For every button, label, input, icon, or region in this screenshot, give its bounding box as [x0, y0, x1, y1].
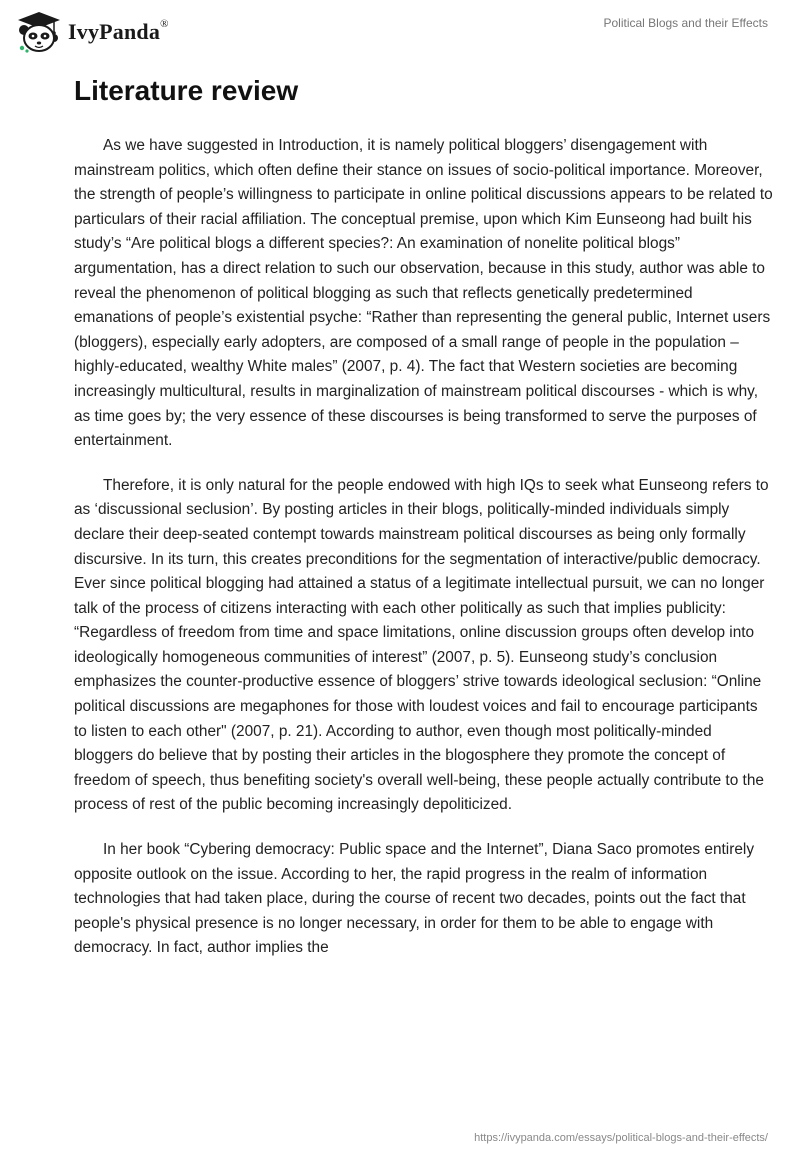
paragraph: In her book “Cybering democracy: Public space and the Internet”, Diana Saco promotes entirely opposite outlook on the issue. According to her, the rapid progress in the realm of information technologies that had taken place, during the course of recent two decades, points out the fact that people's physical presence is no longer necessary, in order for them to be able to engage with democracy. In fact, author implies the	[74, 841, 755, 957]
section-heading: Literature review	[74, 75, 299, 106]
page-header	[0, 0, 800, 60]
brand-name: IvyPanda®	[68, 17, 169, 44]
footer-url-link[interactable]: https://ivypanda.com/essays/political-blogs-and-their-effects/	[474, 1132, 768, 1144]
panda-graduate-icon	[14, 10, 64, 54]
paragraph: Therefore, it is only natural for the people endowed with high IQs to seek what Eunseong refers to as ‘discussional seclusion’. By posting articles in their blogs, politically-minded individuals simply declare their deep-seated contempt towards mainstream political discourses as being only formally discursive. In its turn, this creates preconditions for the segmentation of interactive/public democracy. Ever since political blogging had attained a status of a legitimate intellectual pursuit, we can no longer talk of the process of citizens interacting with each other politically as such that implies publicity: “Regardless of freedom from time and space limitations, online discussion groups often develop into ideologically homogeneous communities of interest” (2007, p. 5). Eunseong study’s conclusion emphasizes the counter-productive essence of bloggers’ strive towards ideological seclusion: “Online political discussions are megaphones for those with loudest voices and fail to encourage participants to listen to each other" (2007, p. 21). According to author, even though most politically-minded bloggers do believe that by posting their articles in the blogosphere they promote the concept of freedom of speech, thus benefiting society's overall well-being, these people actually contribute to the process of rest of the public becoming increasingly depoliticized.	[74, 476, 769, 814]
essay-content	[74, 74, 774, 961]
paragraph: As we have suggested in Introduction, it is namely political bloggers’ disengagement with mainstream politics, which often define their stance on issues of socio-political importance. Moreover, the strength of people’s willingness to participate in online political discussions appears to be related to particulars of their racial affiliation. The conceptual premise, upon which Kim Eunseong had built his study’s “Are political blogs a different species?: An examination of nonelite political blogs” argumentation, has a direct relation to such our observation, because in this study, author was able to reveal the phenomenon of political blogging as such that reflects genetically predetermined emanations of people’s existential psyche: “Rather than representing the general public, Internet users (bloggers), especially early adopters, are composed of a small range of people in the population – highly-educated, wealthy White males” (2007, p. 4). The fact that Western societies are becoming increasingly multicultural, results in marginalization of mainstream political discourses - which is why, as time goes by; the very essence of these discourses is being transformed to serve the purposes of entertainment.	[74, 137, 773, 450]
running-title: Political Blogs and their Effects	[603, 16, 768, 30]
brand-logo[interactable]	[14, 10, 169, 54]
